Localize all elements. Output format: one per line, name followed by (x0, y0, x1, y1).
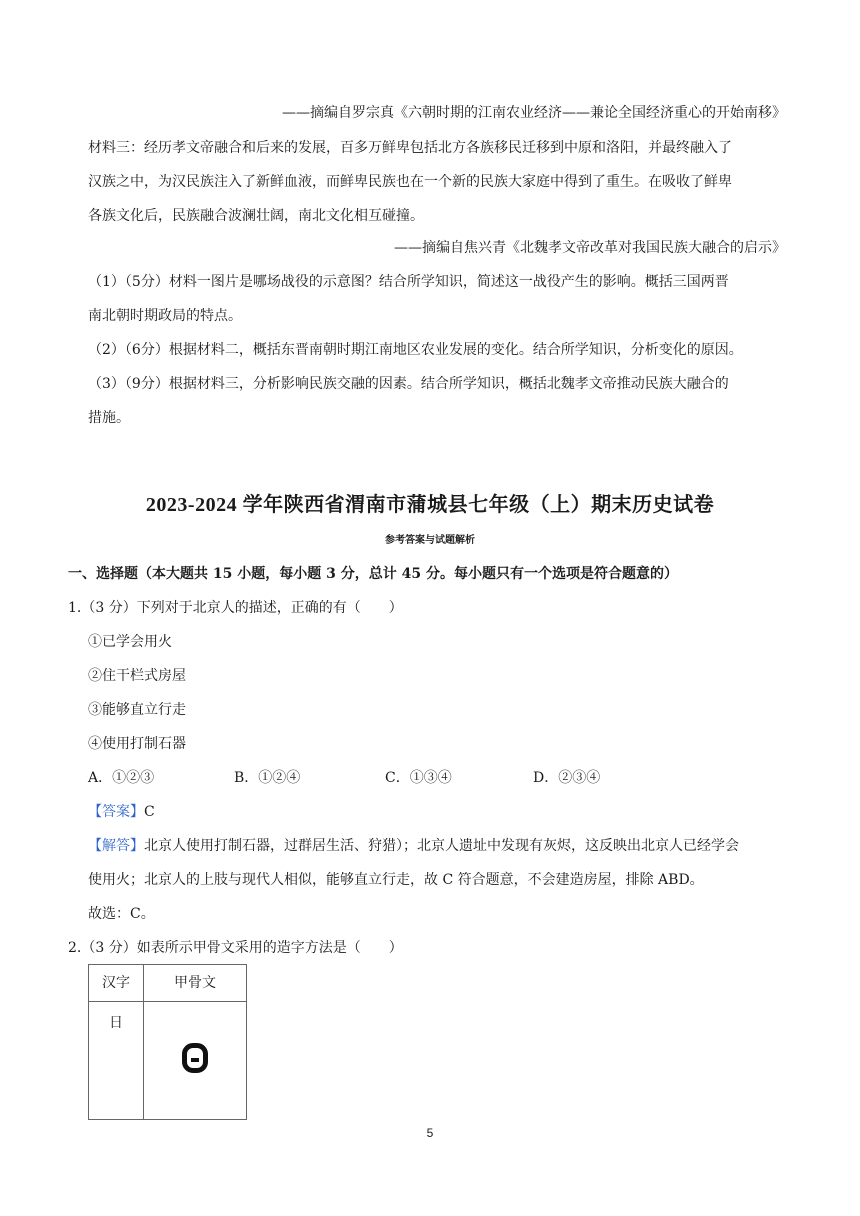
answer-line (88, 802, 155, 822)
mcq-1-option-d: D．②③④ (533, 770, 601, 786)
question-1-text: （1）（5分）材料一图片是哪场战役的示意图？结合所学知识，简述这一战役产生的影响。概括三国两晋 (88, 274, 729, 290)
material3-source: ——摘编自焦兴青《北魏孝文帝改革对我国民族大融合的启示》 (394, 240, 786, 256)
section-heading: 一、选择题（本大题共 15 小题，每小题 3 分，总计 45 分。每小题只有一个选项是符合题意的） (68, 566, 678, 582)
analysis-text: 使用火；北京人的上肢与现代人相似，能够直立行走，故 C 符合题意，不会建造房屋，排除 ABD。 (88, 872, 704, 888)
material3-line: 材料三：经历孝文帝融合和后来的发展，百多万鲜卑包括北方各族移民迁移到中原和洛阳，并最终融入了 (88, 140, 732, 156)
mcq-1-item: ③能够直立行走 (88, 702, 186, 718)
analysis-text: 北京人使用打制石器，过群居生活、狩猎）；北京人遗址中发现有灰烬，这反映出北京人已经学会 (144, 838, 739, 854)
material3-line: 汉族之中，为汉民族注入了新鲜血液，而鲜卑民族也在一个新的民族大家庭中得到了重生。在吸收了鲜卑 (88, 174, 732, 190)
mcq-1-option-c: C．①③④ (385, 770, 452, 786)
question-3-text: （3）（9分）根据材料三，分析影响民族交融的因素。结合所学知识，概括北魏孝文帝推动民族大融合的 (88, 376, 729, 392)
question-2-text: （2）（6分）根据材料二，概括东晋南朝时期江南地区农业发展的变化。结合所学知识，分析变化的原因。 (88, 342, 743, 358)
mcq-1-stem: 1.（3 分）下列对于北京人的描述，正确的有（ ） (68, 600, 403, 616)
mcq-1-item: ④使用打制石器 (88, 736, 186, 752)
mcq-2-stem: 2.（3 分）如表所示甲骨文采用的造字方法是（ ） (68, 940, 403, 956)
mcq-1-option-a: A．①②③ (88, 770, 155, 786)
answer-tag: 【答案】 (88, 804, 144, 820)
mcq-1-option-b: B．①②④ (234, 770, 301, 786)
analysis-line (88, 836, 739, 856)
analysis-tag: 【解答】 (88, 838, 144, 854)
oracle-bone-table (88, 964, 247, 1120)
oracle-sun-glyph-image (182, 1043, 208, 1073)
mcq-1-item: ②住干栏式房屋 (88, 668, 186, 684)
mcq-1-item: ①已学会用火 (88, 634, 172, 650)
material3-line: 各族文化后，民族融合波澜壮阔，南北文化相互碰撞。 (88, 208, 424, 224)
table-cell-character: 日 (89, 1002, 144, 1120)
page-subtitle: 参考答案与试题解析 (385, 535, 475, 546)
answer-choice: 故选：C。 (88, 906, 155, 922)
question-3-text: 措施。 (88, 410, 130, 426)
question-1-text: 南北朝时期政局的特点。 (88, 308, 242, 324)
material2-source: ——摘编自罗宗真《六朝时期的江南农业经济——兼论全国经济重心的开始南移》 (282, 105, 786, 121)
table-cell-oracle-glyph (144, 1002, 247, 1120)
answer-value: C (144, 804, 155, 820)
table-header: 甲骨文 (144, 965, 247, 1002)
page-number: 5 (426, 1126, 434, 1140)
table-header: 汉字 (89, 965, 144, 1002)
page-title: 2023-2024 学年陕西省渭南市蒲城县七年级（上）期末历史试卷 (145, 494, 715, 516)
